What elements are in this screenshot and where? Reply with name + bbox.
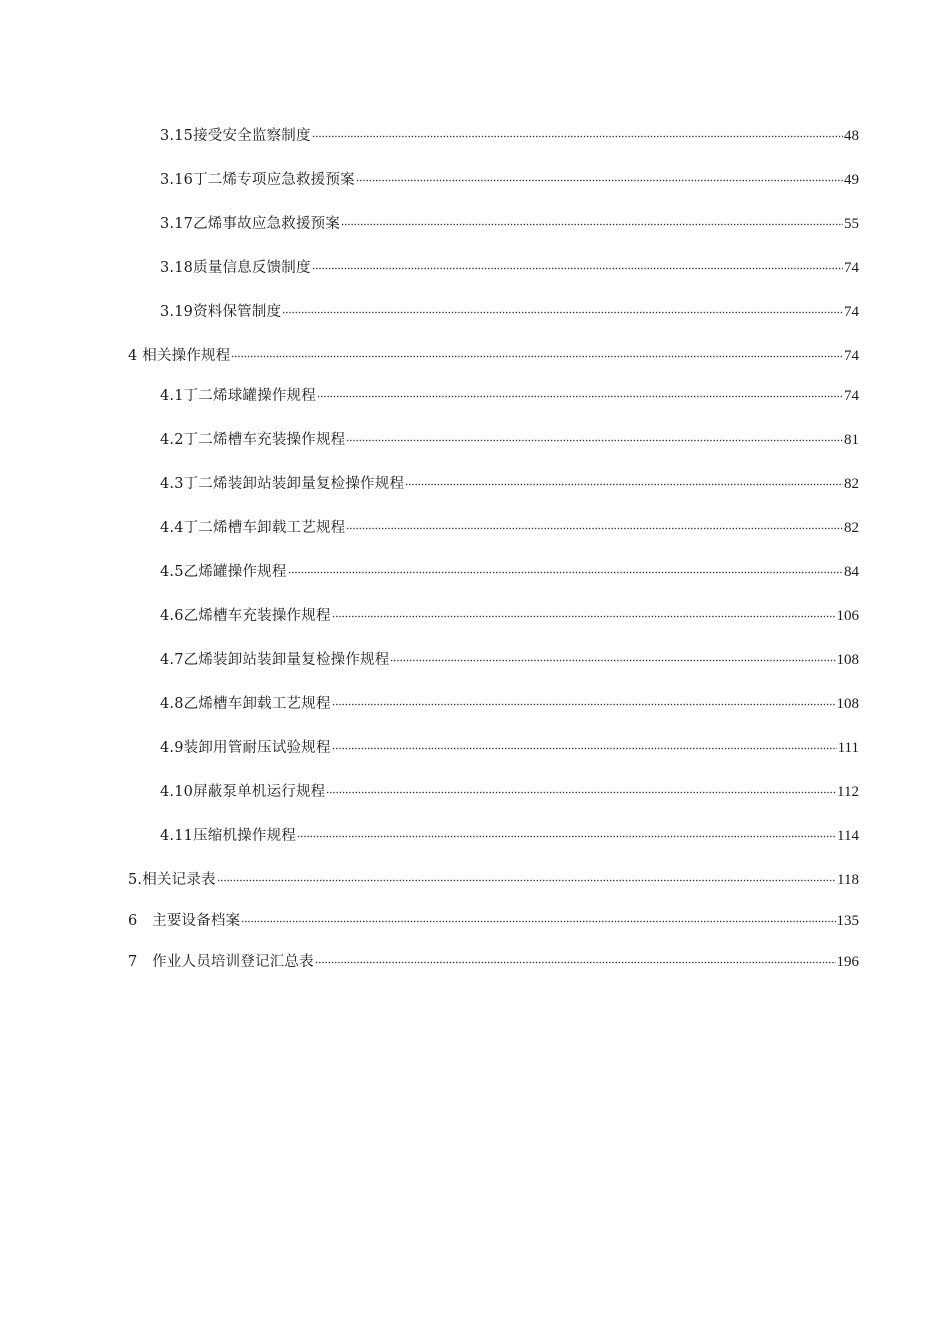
toc-entry[interactable] — [128, 340, 859, 364]
toc-dot-leader — [326, 776, 836, 796]
toc-entry-page-number: 114 — [837, 828, 859, 844]
toc-dot-leader — [312, 120, 843, 140]
toc-dot-leader — [217, 864, 836, 884]
toc-entry-title: 7 作业人员培训登记汇总表 — [128, 954, 314, 970]
toc-entry[interactable] — [160, 732, 859, 756]
toc-entry[interactable] — [160, 252, 859, 276]
toc-dot-leader — [332, 600, 836, 620]
toc-dot-leader — [297, 820, 836, 840]
toc-entry-page-number: 118 — [837, 872, 859, 888]
toc-entry-page-number: 74 — [844, 388, 859, 404]
toc-entry-title: 4.11压缩机操作规程 — [160, 828, 296, 844]
toc-dot-leader — [317, 380, 843, 400]
toc-dot-leader — [312, 252, 843, 272]
toc-entry[interactable] — [160, 600, 859, 624]
toc-entry-page-number: 111 — [837, 740, 859, 756]
toc-entry-page-number: 108 — [836, 696, 859, 712]
toc-entry-title: 4.6乙烯槽车充装操作规程 — [160, 608, 331, 624]
toc-dot-leader — [332, 732, 837, 752]
toc-dot-leader — [288, 556, 843, 576]
toc-dot-leader — [405, 468, 843, 488]
toc-entry[interactable] — [160, 776, 859, 800]
toc-dot-leader — [346, 424, 843, 444]
toc-entry-title: 4.1丁二烯球罐操作规程 — [160, 388, 316, 404]
toc-entry[interactable] — [160, 688, 859, 712]
toc-entry-title: 4.4丁二烯槽车卸载工艺规程 — [160, 520, 346, 536]
toc-entry-title: 4 相关操作规程 — [128, 348, 231, 364]
toc-entry[interactable] — [160, 512, 859, 536]
toc-entry-title: 5.相关记录表 — [128, 872, 216, 888]
toc-entry-title: 6 主要设备档案 — [128, 913, 241, 929]
toc-entry-page-number: 81 — [844, 432, 859, 448]
toc-dot-leader — [332, 688, 836, 708]
toc-entry-title: 4.8乙烯槽车卸载工艺规程 — [160, 696, 331, 712]
toc-entry[interactable] — [160, 468, 859, 492]
toc-entry-page-number: 55 — [844, 216, 859, 232]
toc-entry-page-number: 112 — [837, 784, 859, 800]
toc-entry-page-number: 49 — [844, 172, 859, 188]
toc-dot-leader — [390, 644, 835, 664]
toc-entry[interactable] — [160, 208, 859, 232]
toc-dot-leader — [346, 512, 843, 532]
toc-entry[interactable] — [160, 296, 859, 320]
toc-entry[interactable] — [160, 380, 859, 404]
toc-entry[interactable] — [128, 864, 859, 888]
toc-entry-page-number: 74 — [844, 260, 859, 276]
toc-dot-leader — [341, 208, 843, 228]
toc-entry-title: 4.2丁二烯槽车充装操作规程 — [160, 432, 346, 448]
toc-dot-leader — [241, 905, 835, 925]
toc-entry-page-number: 106 — [836, 608, 859, 624]
toc-entry-page-number: 108 — [836, 652, 859, 668]
toc-dot-leader — [315, 946, 836, 966]
toc-entry-title: 4.7乙烯装卸站装卸量复检操作规程 — [160, 652, 390, 668]
toc-entry-page-number: 84 — [844, 564, 859, 580]
toc-entry-page-number: 74 — [844, 348, 859, 364]
toc-entry-title: 3.17乙烯事故应急救援预案 — [160, 216, 341, 232]
toc-entry-title: 3.15接受安全监察制度 — [160, 128, 311, 144]
toc-entry-page-number: 74 — [844, 304, 859, 320]
toc-entry[interactable] — [160, 424, 859, 448]
toc-entry-title: 3.16丁二烯专项应急救援预案 — [160, 172, 355, 188]
toc-entry[interactable] — [128, 905, 859, 929]
toc-entry-title: 3.19资料保管制度 — [160, 304, 282, 320]
toc-entry-title: 4.3丁二烯装卸站装卸量复检操作规程 — [160, 476, 405, 492]
toc-entry[interactable] — [160, 644, 859, 668]
toc-entry[interactable] — [160, 556, 859, 580]
toc-entry[interactable] — [160, 120, 859, 144]
toc-entry-page-number: 196 — [836, 954, 859, 970]
toc-entry-title: 4.9装卸用管耐压试验规程 — [160, 740, 331, 756]
toc-dot-leader — [231, 340, 843, 360]
toc-entry-title: 3.18质量信息反馈制度 — [160, 260, 311, 276]
toc-entry[interactable] — [160, 820, 859, 844]
toc-entry-title: 4.5乙烯罐操作规程 — [160, 564, 287, 580]
toc-entry-page-number: 135 — [836, 913, 859, 929]
toc-entry-page-number: 82 — [844, 476, 859, 492]
toc-entry-title: 4.10屏蔽泵单机运行规程 — [160, 784, 326, 800]
toc-entry[interactable] — [128, 946, 859, 970]
toc-entry-page-number: 82 — [844, 520, 859, 536]
toc-entry-page-number: 48 — [844, 128, 859, 144]
toc-dot-leader — [282, 296, 843, 316]
toc-entry[interactable] — [160, 164, 859, 188]
toc-dot-leader — [356, 164, 843, 184]
